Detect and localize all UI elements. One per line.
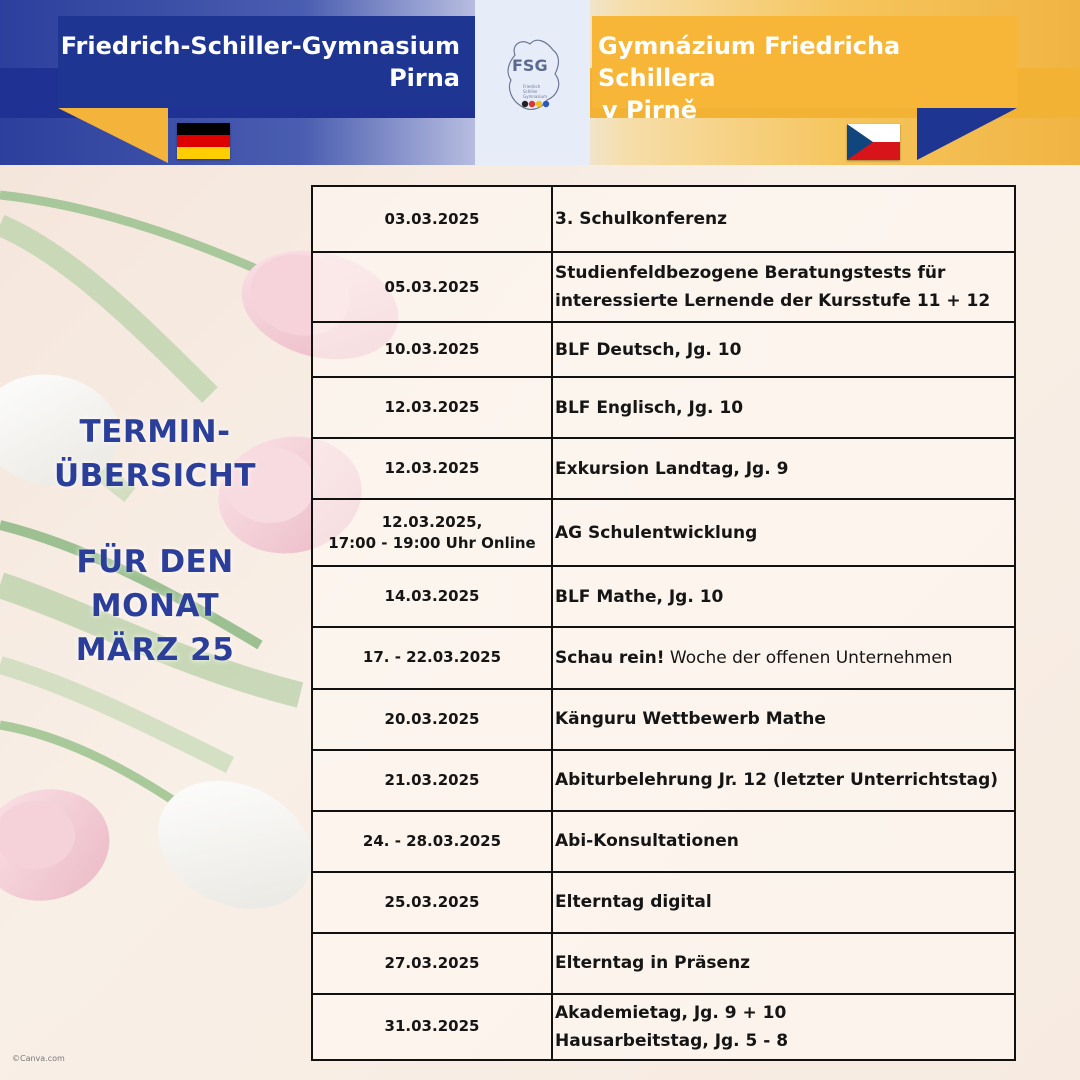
row-date: 24. - 28.03.2025 [312, 811, 552, 872]
table-row [312, 186, 1015, 252]
row-date [312, 499, 552, 566]
schedule-table [311, 185, 1016, 1061]
heading-line-monat: MONAT [90, 588, 220, 624]
heading-line-uebersicht: ÜBERSICHT [53, 458, 257, 494]
table-row [312, 872, 1015, 933]
row-event: 3. Schulkonferenz [552, 186, 1015, 252]
school-name-czech-line1: Gymnázium Friedricha Schillera [598, 32, 901, 92]
row-event-line: Hausarbeitstag, Jg. 5 - 8 [555, 1030, 789, 1051]
logo-text: FSG [512, 56, 548, 75]
header-triangle-left [58, 108, 168, 163]
row-event: BLF Mathe, Jg. 10 [552, 566, 1015, 627]
row-event-normal: Woche der offenen Unternehmen [664, 647, 953, 668]
row-date: 31.03.2025 [312, 994, 552, 1060]
table-row [312, 377, 1015, 438]
row-date: 12.03.2025 [312, 438, 552, 499]
row-event: BLF Englisch, Jg. 10 [552, 377, 1015, 438]
school-logo [475, 0, 590, 165]
header-banner [0, 0, 1080, 165]
svg-text:Schiller: Schiller [523, 89, 538, 94]
row-date: 05.03.2025 [312, 252, 552, 322]
table-row [312, 438, 1015, 499]
czech-flag-icon [847, 124, 900, 160]
school-name-german [58, 16, 476, 108]
row-event: Abi-Konsultationen [552, 811, 1015, 872]
heading-line-month: MÄRZ 25 [75, 632, 235, 668]
heading-line-termin: TERMIN- [79, 414, 231, 450]
row-date: 21.03.2025 [312, 750, 552, 811]
table-row [312, 933, 1015, 994]
row-event: BLF Deutsch, Jg. 10 [552, 322, 1015, 377]
table-row [312, 994, 1015, 1060]
row-event: Elterntag digital [552, 872, 1015, 933]
row-event: AG Schulentwicklung [552, 499, 1015, 566]
table-row [312, 322, 1015, 377]
svg-text:Friedrich: Friedrich [523, 84, 541, 89]
row-event: Abiturbelehrung Jr. 12 (letzter Unterrichtstag) [552, 750, 1015, 811]
school-name-german-line1: Friedrich-Schiller-Gymnasium [60, 32, 460, 60]
header-triangle-right [917, 108, 1017, 163]
row-event: Känguru Wettbewerb Mathe [552, 689, 1015, 750]
table-row [312, 252, 1015, 322]
german-flag-icon [177, 123, 230, 159]
row-date-line: 17:00 - 19:00 Uhr Online [328, 533, 536, 552]
table-row [312, 750, 1015, 811]
table-row [312, 689, 1015, 750]
saxony-outline-icon [475, 0, 590, 165]
row-event [552, 994, 1015, 1060]
table-row [312, 811, 1015, 872]
row-date-line: 12.03.2025, [381, 512, 483, 531]
table-row [312, 499, 1015, 566]
row-event-line: Akademietag, Jg. 9 + 10 [555, 1002, 787, 1023]
school-name-german-line2: Pirna [389, 64, 460, 92]
row-event: Elterntag in Präsenz [552, 933, 1015, 994]
row-date: 12.03.2025 [312, 377, 552, 438]
row-event: Exkursion Landtag, Jg. 9 [552, 438, 1015, 499]
row-date: 25.03.2025 [312, 872, 552, 933]
row-date: 17. - 22.03.2025 [312, 627, 552, 688]
svg-text:Gymnasium: Gymnasium [523, 94, 547, 99]
row-date: 20.03.2025 [312, 689, 552, 750]
row-event-line: Studienfeldbezogene Beratungstests für [555, 263, 946, 284]
row-date: 27.03.2025 [312, 933, 552, 994]
canva-credit: ©Canva.com [12, 1054, 65, 1063]
school-name-czech-line2: v Pirně [602, 96, 698, 124]
table-row [312, 627, 1015, 688]
heading-line-fuer-den: FÜR DEN [76, 544, 234, 580]
row-date: 03.03.2025 [312, 186, 552, 252]
row-date: 10.03.2025 [312, 322, 552, 377]
school-name-czech [592, 16, 1017, 124]
row-event-bold: Schau rein! [555, 647, 665, 668]
table-row [312, 566, 1015, 627]
row-date: 14.03.2025 [312, 566, 552, 627]
row-event [552, 627, 1015, 688]
row-event [552, 252, 1015, 322]
row-event-line: interessierte Lernende der Kursstufe 11 + 12 [555, 291, 991, 312]
schedule-heading [40, 410, 270, 672]
